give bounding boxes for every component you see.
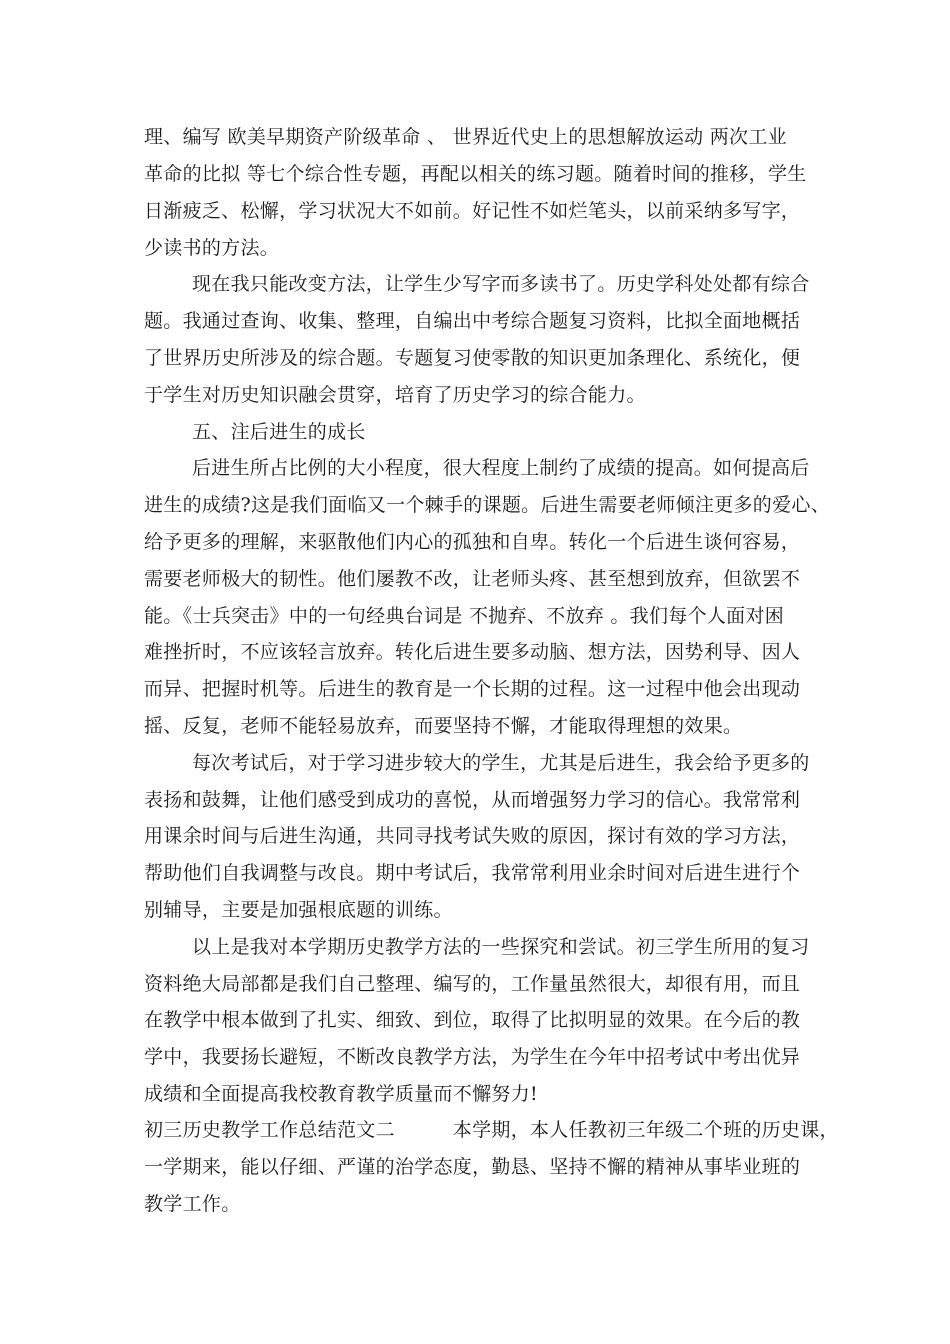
text-line: 难挫折时，不应该轻言放弃。转化后进生要多动脑、想方法，因势利导、因人 bbox=[144, 641, 801, 663]
text-line: 在教学中根本做到了扎实、细致、到位，取得了比拟明显的效果。在今后的教 bbox=[144, 1009, 801, 1031]
article-heading-line: 初三历史教学工作总结范文二 本学期，本人任教初三年级二个班的历史课， bbox=[144, 1119, 839, 1141]
paragraph-first-line: 后进生所占比例的大小程度，很大程度上制约了成绩的提高。如何提高后 bbox=[192, 457, 810, 479]
text-line: 而异、把握时机等。后进生的教育是一个长期的过程。这一过程中他会出现动 bbox=[144, 678, 801, 700]
text-line: 日渐疲乏、松懈，学习状况大不如前。好记性不如烂笔头，以前采纳多写字， bbox=[144, 200, 801, 222]
text-line: 教学工作。 bbox=[144, 1193, 241, 1215]
paragraph-first-line: 每次考试后，对于学习进步较大的学生，尤其是后进生，我会给予更多的 bbox=[192, 752, 810, 774]
text-line: 成绩和全面提高我校教育教学质量而不懈努力! bbox=[144, 1083, 538, 1105]
text-line: 别辅导，主要是加强根底题的训练。 bbox=[144, 899, 453, 921]
text-line: 能。《士兵突击》中的一句经典台词是 不抛弃、不放弃 。我们每个人面对困 bbox=[144, 605, 785, 627]
text-line: 题。我通过查询、收集、整理，自编出中考综合题复习资料，比拟全面地概括 bbox=[144, 310, 801, 332]
text-line: 资料绝大局部都是我们自己整理、编写的，工作量虽然很大，却很有用，而且 bbox=[144, 973, 801, 995]
section-heading: 五、注后进生的成长 bbox=[192, 421, 366, 443]
text-line: 理、编写 欧美早期资产阶级革命 、 世界近代史上的思想解放运动 两次工业 bbox=[144, 126, 787, 148]
text-line: 需要老师极大的韧性。他们屡教不改，让老师头疼、甚至想到放弃，但欲罢不 bbox=[144, 568, 801, 590]
text-line: 用课余时间与后进生沟通，共同寻找考试失败的原因，探讨有效的学习方法， bbox=[144, 825, 801, 847]
text-line: 摇、反复，老师不能轻易放弃，而要坚持不懈，才能取得理想的效果。 bbox=[144, 715, 743, 737]
paragraph-first-line: 现在我只能改变方法，让学生少写字而多读书了。历史学科处处都有综合 bbox=[192, 273, 810, 295]
text-line: 给予更多的理解，来驱散他们内心的孤独和自卑。转化一个后进生谈何容易， bbox=[144, 531, 801, 553]
text-line: 革命的比拟 等七个综合性专题，再配以相关的练习题。随着时间的推移，学生 bbox=[144, 163, 807, 185]
text-line: 了世界历史所涉及的综合题。专题复习使零散的知识更加条理化、系统化，便 bbox=[144, 347, 801, 369]
text-line: 学中，我要扬长避短，不断改良教学方法，为学生在今年中招考试中考出优异 bbox=[144, 1046, 801, 1068]
text-line: 一学期来，能以仔细、严谨的治学态度，勤恳、坚持不懈的精神从事毕业班的 bbox=[144, 1156, 801, 1178]
text-line: 帮助他们自我调整与改良。期中考试后，我常常利用业余时间对后进生进行个 bbox=[144, 862, 801, 884]
text-line: 表扬和鼓舞，让他们感受到成功的喜悦，从而增强努力学习的信心。我常常利 bbox=[144, 789, 801, 811]
text-line: 进生的成绩?这是我们面临又一个棘手的课题。后进生需要老师倾注更多的爱心、 bbox=[144, 494, 830, 516]
text-line: 于学生对历史知识融会贯穿，培育了历史学习的综合能力。 bbox=[144, 384, 646, 406]
paragraph-first-line: 以上是我对本学期历史教学方法的一些探究和尝试。初三学生所用的复习 bbox=[192, 936, 810, 958]
text-line: 少读书的方法。 bbox=[144, 237, 280, 259]
